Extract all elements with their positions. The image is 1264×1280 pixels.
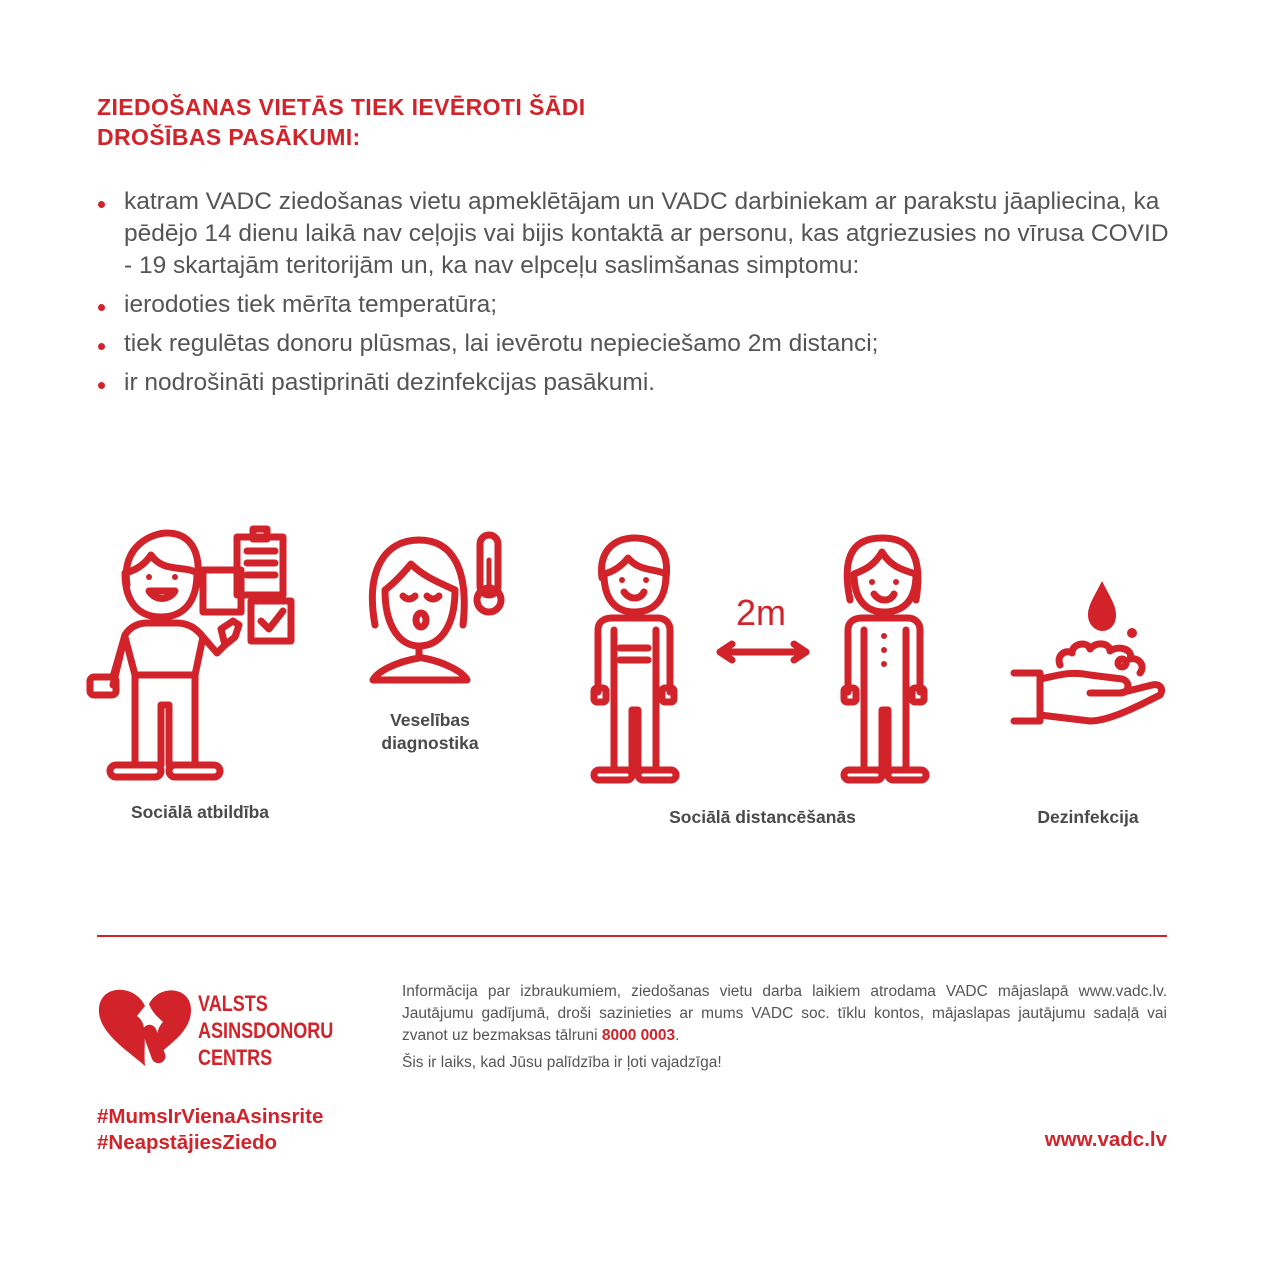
list-item: ir nodrošināti pastiprināti dezinfekcijas pasākumi.: [96, 367, 1171, 399]
bullet-dot-icon: [98, 201, 105, 208]
measures-list: [96, 186, 1171, 406]
phone-number[interactable]: 8000 0003: [601, 1027, 676, 1044]
caption-health-line-2: diagnostika: [381, 733, 479, 753]
person-with-documents-icon: [85, 525, 305, 785]
caption-social-distancing: Sociālā distancēšanās: [669, 807, 856, 827]
logo-line-2: ASINSDONORU: [198, 1018, 334, 1043]
caption-health-line-1: Veselības: [390, 710, 470, 730]
divider: [97, 935, 1167, 937]
info-paragraph: Informācija par izbraukumiem, ziedošanas vietu darba laikiem atrodama VADC mājaslapā www.vadc.lv. Jautājumu gadījumā, droši sazinieties ar mums VADC soc. tīklu kontos, mājaslapas jautājumu sadaļā vai zvanot uz bezmaksas tālruni 8000 0003.: [402, 983, 1167, 1044]
person-with-thermometer-icon: [365, 530, 510, 690]
list-item: tiek regulētas donoru plūsmas, lai ievērotu nepieciešamo 2m distanci;: [96, 328, 1171, 360]
two-people-distance-icon: [590, 530, 940, 785]
heart-logo-icon: [97, 984, 192, 1069]
website-link[interactable]: www.vadc.lv: [1044, 1128, 1167, 1151]
list-item: ierodoties tiek mērīta temperatūra;: [96, 289, 1171, 321]
caption-disinfection: Dezinfekcija: [1037, 807, 1139, 827]
page-title: [97, 92, 797, 152]
logo-text: [198, 990, 333, 1071]
hashtags: [97, 1104, 323, 1156]
hashtag-2: #NeapstājiesZiedo: [97, 1131, 278, 1154]
list-item: katram VADC ziedošanas vietu apmeklētājam un VADC darbiniekam ar parakstu jāapliecina, ka pēdējo 14 dienu laikā nav ceļojis vai bijis kontaktā ar personu, kas atgriezusies no vīrusa COVID - 19 skartajām teritorijām un, ka nav elpceļu saslimšanas simptomu:: [96, 186, 1171, 282]
caption-health-diagnostics: [340, 709, 520, 755]
logo-line-1: VALSTS: [198, 991, 268, 1016]
hashtag-1: #MumsIrVienaAsinsrite: [97, 1105, 324, 1128]
bullet-dot-icon: [98, 343, 105, 350]
bullet-dot-icon: [98, 304, 105, 311]
caption-social-responsibility: Sociālā atbildība: [130, 802, 270, 822]
bullet-dot-icon: [98, 382, 105, 389]
tagline: Šis ir laiks, kad Jūsu palīdzība ir ļoti vajadzīga!: [402, 1054, 722, 1071]
distance-label: 2m: [736, 592, 787, 633]
title-line-2: DROŠĪBAS PASĀKUMI:: [97, 124, 361, 150]
logo-line-3: CENTRS: [198, 1045, 273, 1070]
hand-wash-icon: [1010, 575, 1170, 725]
title-line-1: ZIEDOŠANAS VIETĀS TIEK IEVĒROTI ŠĀDI: [97, 94, 586, 120]
